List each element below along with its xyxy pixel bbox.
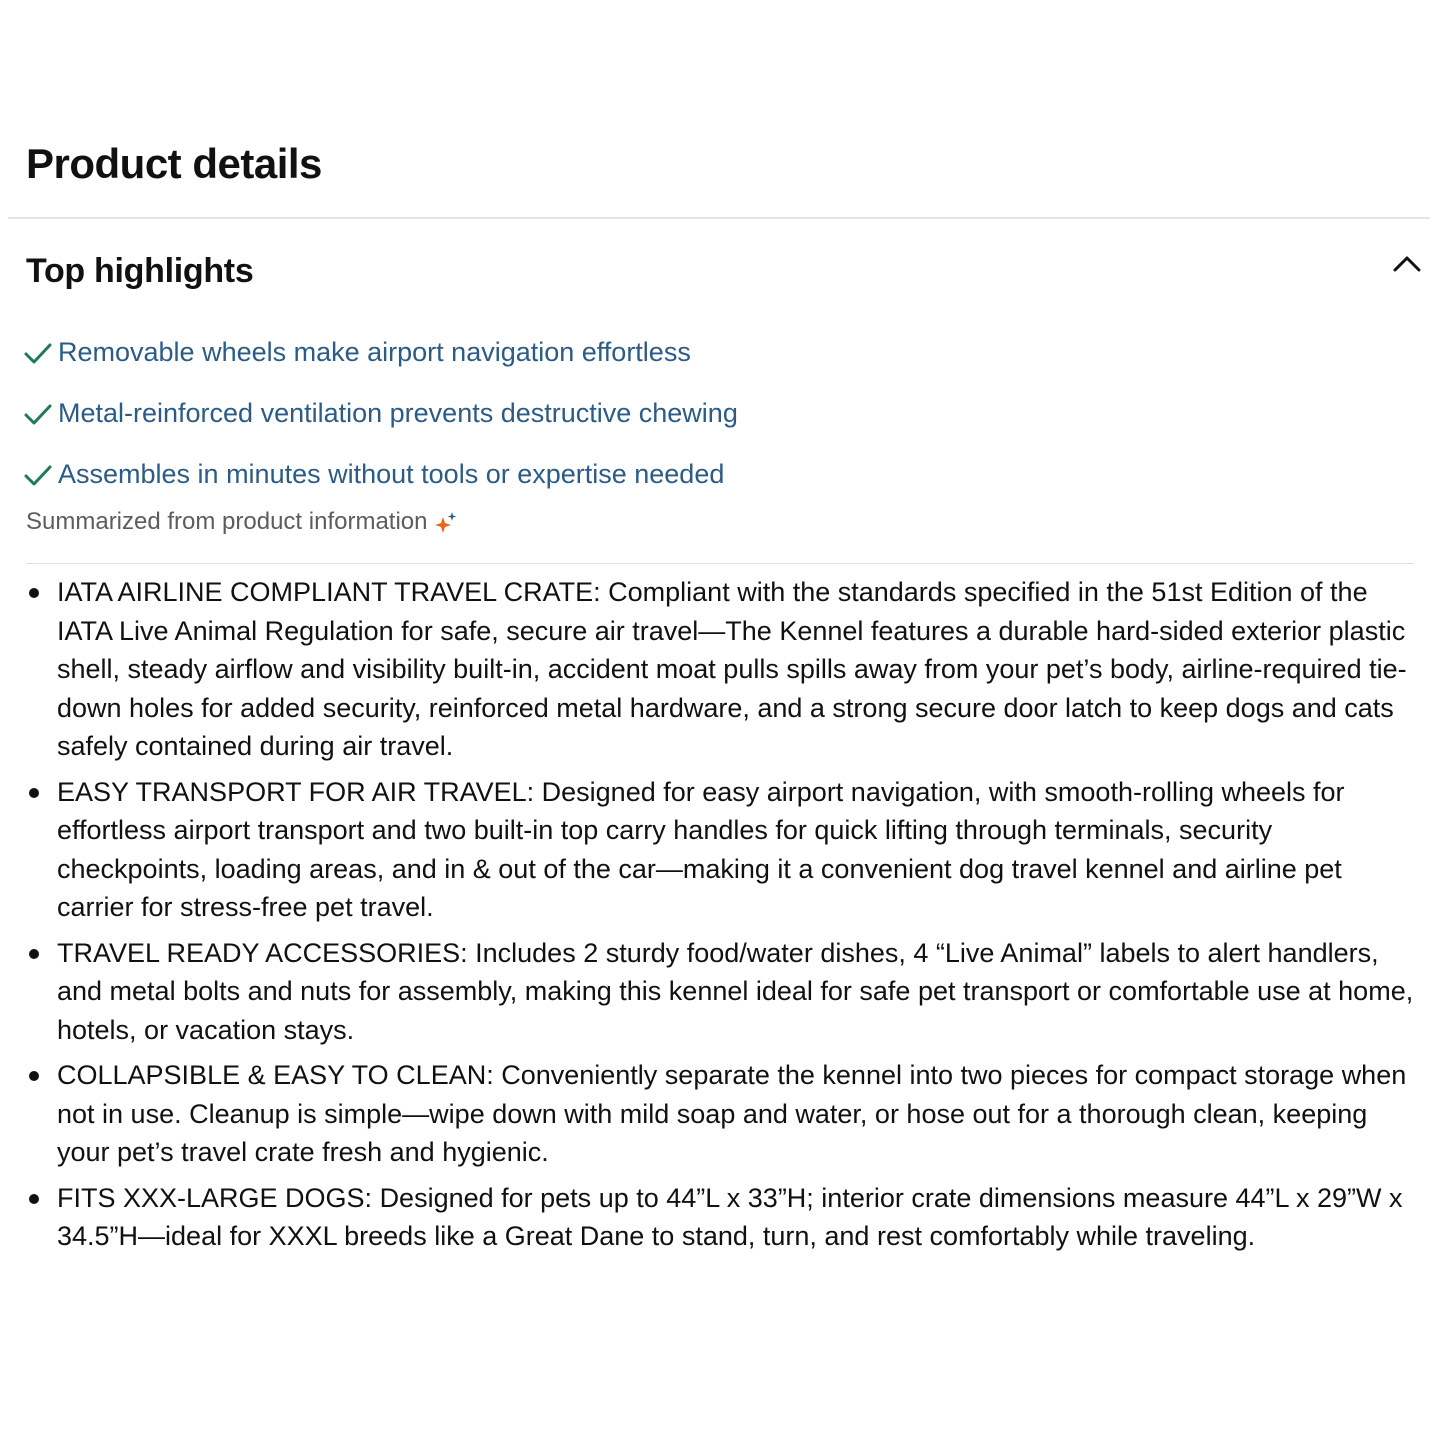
highlight-item (22, 444, 1322, 505)
bullet-dot (29, 1071, 39, 1081)
highlight-text: Assembles in minutes without tools or expertise needed (58, 459, 725, 489)
bullet-dot (29, 788, 39, 798)
highlight-text: Removable wheels make airport navigation effortless (58, 337, 691, 367)
detail-text: IATA AIRLINE COMPLIANT TRAVEL CRATE: Compliant with the standards specified in the 51st Edition of the IATA Live Animal Regulation for safe, secure air travel—The Kennel features a durable hard-sided exterior plastic shell, steady airflow and visibility built-in, accident moat pulls spills away from your pet’s body, airline-required tie-down holes for added security, reinforced metal hardware, and a strong secure door latch to keep dogs and cats safely contained during air travel. (57, 577, 1407, 761)
check-icon (22, 398, 54, 430)
bullet-dot (29, 1194, 39, 1204)
detail-text: FITS XXX-LARGE DOGS: Designed for pets up to 44”L x 33”H; interior crate dimensions measure 44”L x 29”W x 34.5”H—ideal for XXXL breeds like a Great Dane to stand, turn, and rest comfortably while traveling. (57, 1182, 1403, 1251)
highlight-item (22, 322, 1322, 383)
summary-text: Summarized from product information (26, 508, 428, 535)
detail-text: TRAVEL READY ACCESSORIES: Includes 2 sturdy food/water dishes, 4 “Live Animal” labels to alert handlers, and metal bolts and nuts for assembly, making this kennel ideal for safe pet transport or comfortable use at home, hotels, or vacation stays. (57, 937, 1414, 1045)
detail-text: EASY TRANSPORT FOR AIR TRAVEL: Designed for easy airport navigation, with smooth-rolling wheels for effortless airport transport and two built-in top carry handles for quick lifting through terminals, security checkpoints, loading areas, and in & out of the car—making it a convenient dog travel kennel and airline pet carrier for stress-free pet travel. (57, 776, 1345, 922)
highlight-item (22, 383, 1322, 444)
bullet-dot (29, 949, 39, 959)
summary-note (26, 508, 459, 536)
section-divider (8, 217, 1430, 219)
bullet-dot (29, 588, 39, 598)
collapse-button[interactable] (1387, 244, 1427, 284)
page-title: Product details (26, 140, 322, 187)
top-highlights-header[interactable] (26, 246, 1421, 296)
highlights-list (22, 322, 1322, 505)
details-list (57, 573, 1422, 1263)
chevron-up-icon (1392, 254, 1422, 274)
detail-text: COLLAPSIBLE & EASY TO CLEAN: Conveniently separate the kennel into two pieces for compact storage when not in use. Cleanup is simple—wipe down with mild soap and water, or hose out for a thorough clean, keeping your pet’s travel crate fresh and hygienic. (57, 1060, 1407, 1167)
top-highlights-title: Top highlights (26, 251, 254, 290)
detail-bullet-item (57, 1179, 1422, 1256)
check-icon (22, 337, 54, 369)
highlight-text: Metal-reinforced ventilation prevents destructive chewing (58, 398, 738, 428)
sparkle-icon (433, 510, 459, 536)
detail-bullet-item (57, 573, 1422, 766)
check-icon (22, 459, 54, 491)
highlights-divider (26, 563, 1414, 564)
detail-bullet-item (57, 773, 1422, 927)
detail-bullet-item (57, 934, 1422, 1050)
detail-bullet-item (57, 1056, 1422, 1172)
